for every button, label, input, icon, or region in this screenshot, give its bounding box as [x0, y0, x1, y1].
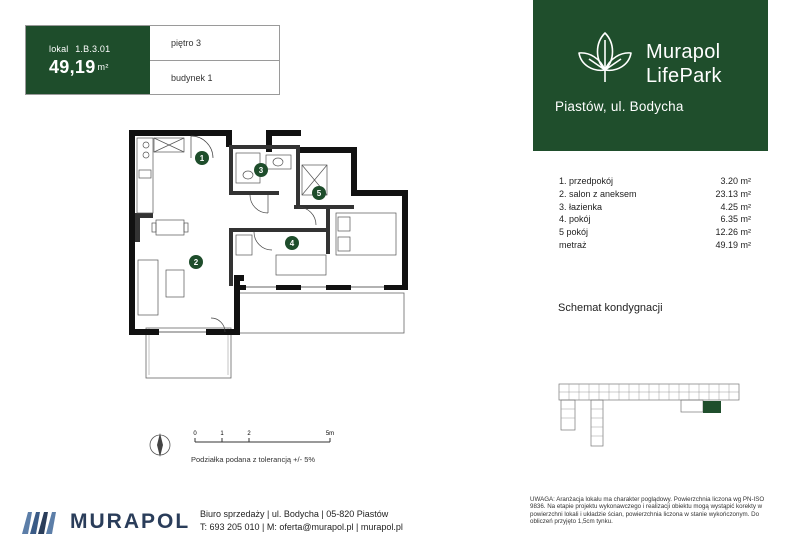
brand-name-line1: Murapol [646, 41, 721, 63]
room-label: 2. salon z aneksem [559, 188, 637, 199]
room-row [559, 213, 751, 226]
disclaimer-note: UWAGA: Aranżacja lokalu ma charakter poglądowy. Powierzchnia liczona wg PN-ISO 9836. Na etapie projektu wykonawczego i realizacji obiektu mogą wystąpić korekty w powierzchni lokali i układzie ścian, powierzchnia liczona w stanie wykończonym. Do obliczeń przyjęto 1,5cm tynku. [530, 496, 765, 526]
balcony-left [146, 328, 231, 378]
room-total-row [559, 239, 751, 252]
balcony-right [236, 293, 404, 333]
room-marker-4-text: 4 [289, 239, 295, 248]
room-marker-3-text: 3 [258, 166, 264, 175]
lokal-id: 1.B.3.01 [75, 44, 111, 54]
leaf-logo-icon [575, 28, 635, 88]
room-row [559, 188, 751, 201]
room-marker-3 [254, 163, 268, 177]
unit-location [150, 26, 279, 94]
room-marker-1-text: 1 [199, 154, 205, 163]
room-label: metraż [559, 239, 587, 250]
room-area: 4.25 m² [720, 201, 751, 212]
room-marker-5 [312, 186, 326, 200]
room-area: 6.35 m² [720, 214, 751, 225]
room-marker-1 [195, 151, 209, 165]
scale-tick-5m: 5m [325, 431, 335, 437]
unit-info-box [25, 25, 280, 95]
scale-bar [190, 427, 340, 447]
room-label: 5 pokój [559, 227, 589, 238]
contact-line-1: Biuro sprzedaży | ul. Bodycha | 05-820 Piastów [200, 509, 389, 519]
room-marker-4 [285, 236, 299, 250]
lokal-label: lokal [49, 44, 69, 54]
contact-line-2: T: 693 205 010 | M: oferta@murapol.pl | murapol.pl [200, 522, 403, 532]
room-row [559, 175, 751, 188]
room-label: 4. pokój [559, 214, 591, 225]
murapol-wordmark: MURAPOL [70, 510, 191, 533]
room-list [559, 175, 751, 252]
building-label: budynek 1 [150, 60, 279, 95]
floor-label: piętro 3 [171, 38, 202, 48]
scale-tick-1: 1 [220, 431, 224, 437]
compass-icon [145, 430, 175, 460]
room-area: 12.26 m² [715, 227, 751, 238]
floor-scheme-map [551, 381, 751, 451]
room-area: 3.20 m² [720, 176, 751, 186]
unit-summary [26, 26, 150, 94]
room-row [559, 226, 751, 239]
scale-note: Podziałka podana z tolerancją +/- 5% [191, 455, 316, 464]
room-marker-2-text: 2 [193, 258, 199, 267]
room-row [559, 201, 751, 214]
room-marker-2 [189, 255, 203, 269]
floor-scheme-title: Schemat kondygnacji [558, 302, 663, 314]
room-area: 49.19 m² [715, 239, 751, 250]
murapol-mark-icon [22, 510, 62, 534]
scale-tick-2: 2 [247, 431, 251, 437]
brand-name-line2: LifePark [646, 65, 722, 87]
brand-address: Piastów, ul. Bodycha [555, 99, 684, 114]
contact-info [200, 508, 403, 534]
area-unit: m² [97, 62, 109, 72]
room-label: 1. przedpokój [559, 176, 614, 186]
murapol-logo [22, 510, 190, 534]
room-label: 3. łazienka [559, 201, 603, 212]
scale-tick-0: 0 [193, 431, 197, 437]
brand-panel [533, 0, 768, 151]
room-marker-5-text: 5 [316, 189, 322, 198]
unit-area: 49,19 [49, 57, 96, 77]
room-area: 23.13 m² [715, 188, 751, 199]
apartment-floor-plan [126, 125, 411, 385]
highlighted-unit [703, 401, 721, 413]
